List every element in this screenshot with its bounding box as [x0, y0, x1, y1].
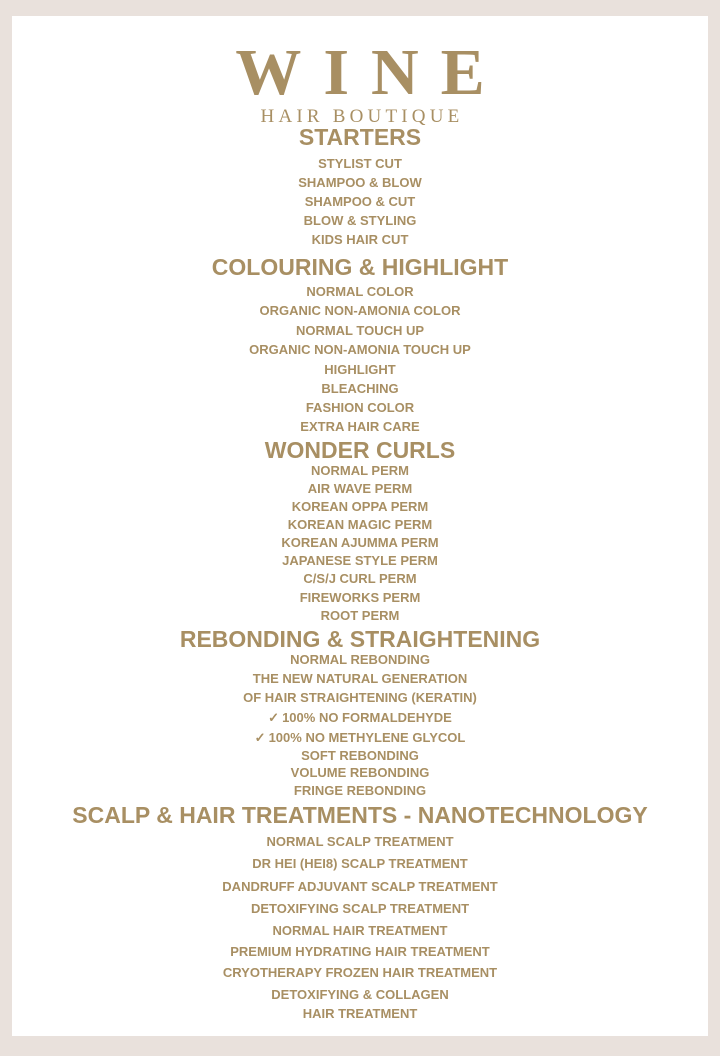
section-title-starters: STARTERS [298, 124, 422, 150]
menu-item: NORMAL PERM [311, 463, 409, 478]
menu-item: EXTRA HAIR CARE [300, 419, 420, 434]
menu-item: ROOT PERM [320, 608, 400, 623]
menu-item: FASHION COLOR [305, 400, 415, 415]
menu-item: C/S/J CURL PERM [303, 571, 417, 586]
menu-item: PREMIUM HYDRATING HAIR TREATMENT [230, 944, 490, 959]
menu-item: SHAMPOO & CUT [304, 194, 416, 209]
menu-item: SHAMPOO & BLOW [298, 175, 422, 190]
menu-item: HIGHLIGHT [324, 362, 396, 377]
menu-item: BLOW & STYLING [303, 213, 417, 228]
menu-item: DR HEI (HEI8) SCALP TREATMENT [252, 856, 468, 871]
section-title-wonder-curls: WONDER CURLS [264, 437, 456, 463]
menu-item: KOREAN MAGIC PERM [287, 517, 433, 532]
menu-item: STYLIST CUT [318, 156, 402, 171]
menu-item: HAIR TREATMENT [302, 1006, 418, 1021]
menu-item-checked [12, 710, 708, 726]
menu-item: DETOXIFYING SCALP TREATMENT [250, 901, 470, 916]
menu-item: NORMAL SCALP TREATMENT [266, 834, 454, 849]
check-icon: ✓ [254, 730, 266, 745]
logo-tagline: HAIR BOUTIQUE [260, 106, 464, 127]
menu-item: THE NEW NATURAL GENERATION [252, 671, 468, 686]
menu-item: VOLUME REBONDING [290, 765, 430, 780]
menu-item: KOREAN AJUMMA PERM [281, 535, 439, 550]
check-icon: ✓ [268, 710, 280, 725]
menu-item: NORMAL COLOR [306, 284, 414, 299]
menu-item: CRYOTHERAPY FROZEN HAIR TREATMENT [222, 965, 498, 980]
menu-item-checked [12, 730, 708, 746]
menu-item: FIREWORKS PERM [299, 590, 421, 605]
menu-item: OF HAIR STRAIGHTENING (KERATIN) [243, 690, 477, 705]
menu-item: KOREAN OPPA PERM [291, 499, 429, 514]
menu-item: NORMAL HAIR TREATMENT [272, 923, 448, 938]
menu-item: JAPANESE STYLE PERM [282, 553, 438, 568]
menu-item: KIDS HAIR CUT [311, 232, 409, 247]
menu-item-text: 100% NO FORMALDEHYDE [282, 710, 452, 725]
menu-item: BLEACHING [321, 381, 399, 396]
section-title-rebonding: REBONDING & STRAIGHTENING [179, 626, 541, 652]
menu-item: SOFT REBONDING [301, 748, 419, 763]
menu-item: DETOXIFYING & COLLAGEN [271, 987, 449, 1002]
menu-item: NORMAL REBONDING [290, 652, 430, 667]
section-title-scalp-treatments: SCALP & HAIR TREATMENTS - NANOTECHNOLOGY [72, 802, 648, 828]
menu-item: ORGANIC NON-AMONIA COLOR [259, 303, 461, 318]
menu-item: FRINGE REBONDING [293, 783, 427, 798]
menu-card [12, 16, 708, 1036]
menu-item: DANDRUFF ADJUVANT SCALP TREATMENT [222, 879, 498, 894]
menu-item: AIR WAVE PERM [307, 481, 413, 496]
section-title-colouring: COLOURING & HIGHLIGHT [211, 254, 509, 280]
menu-item: ORGANIC NON-AMONIA TOUCH UP [249, 342, 471, 357]
menu-item-text: 100% NO METHYLENE GLYCOL [268, 730, 466, 745]
logo-wordmark: WINE [235, 36, 507, 109]
menu-item: NORMAL TOUCH UP [295, 323, 425, 338]
